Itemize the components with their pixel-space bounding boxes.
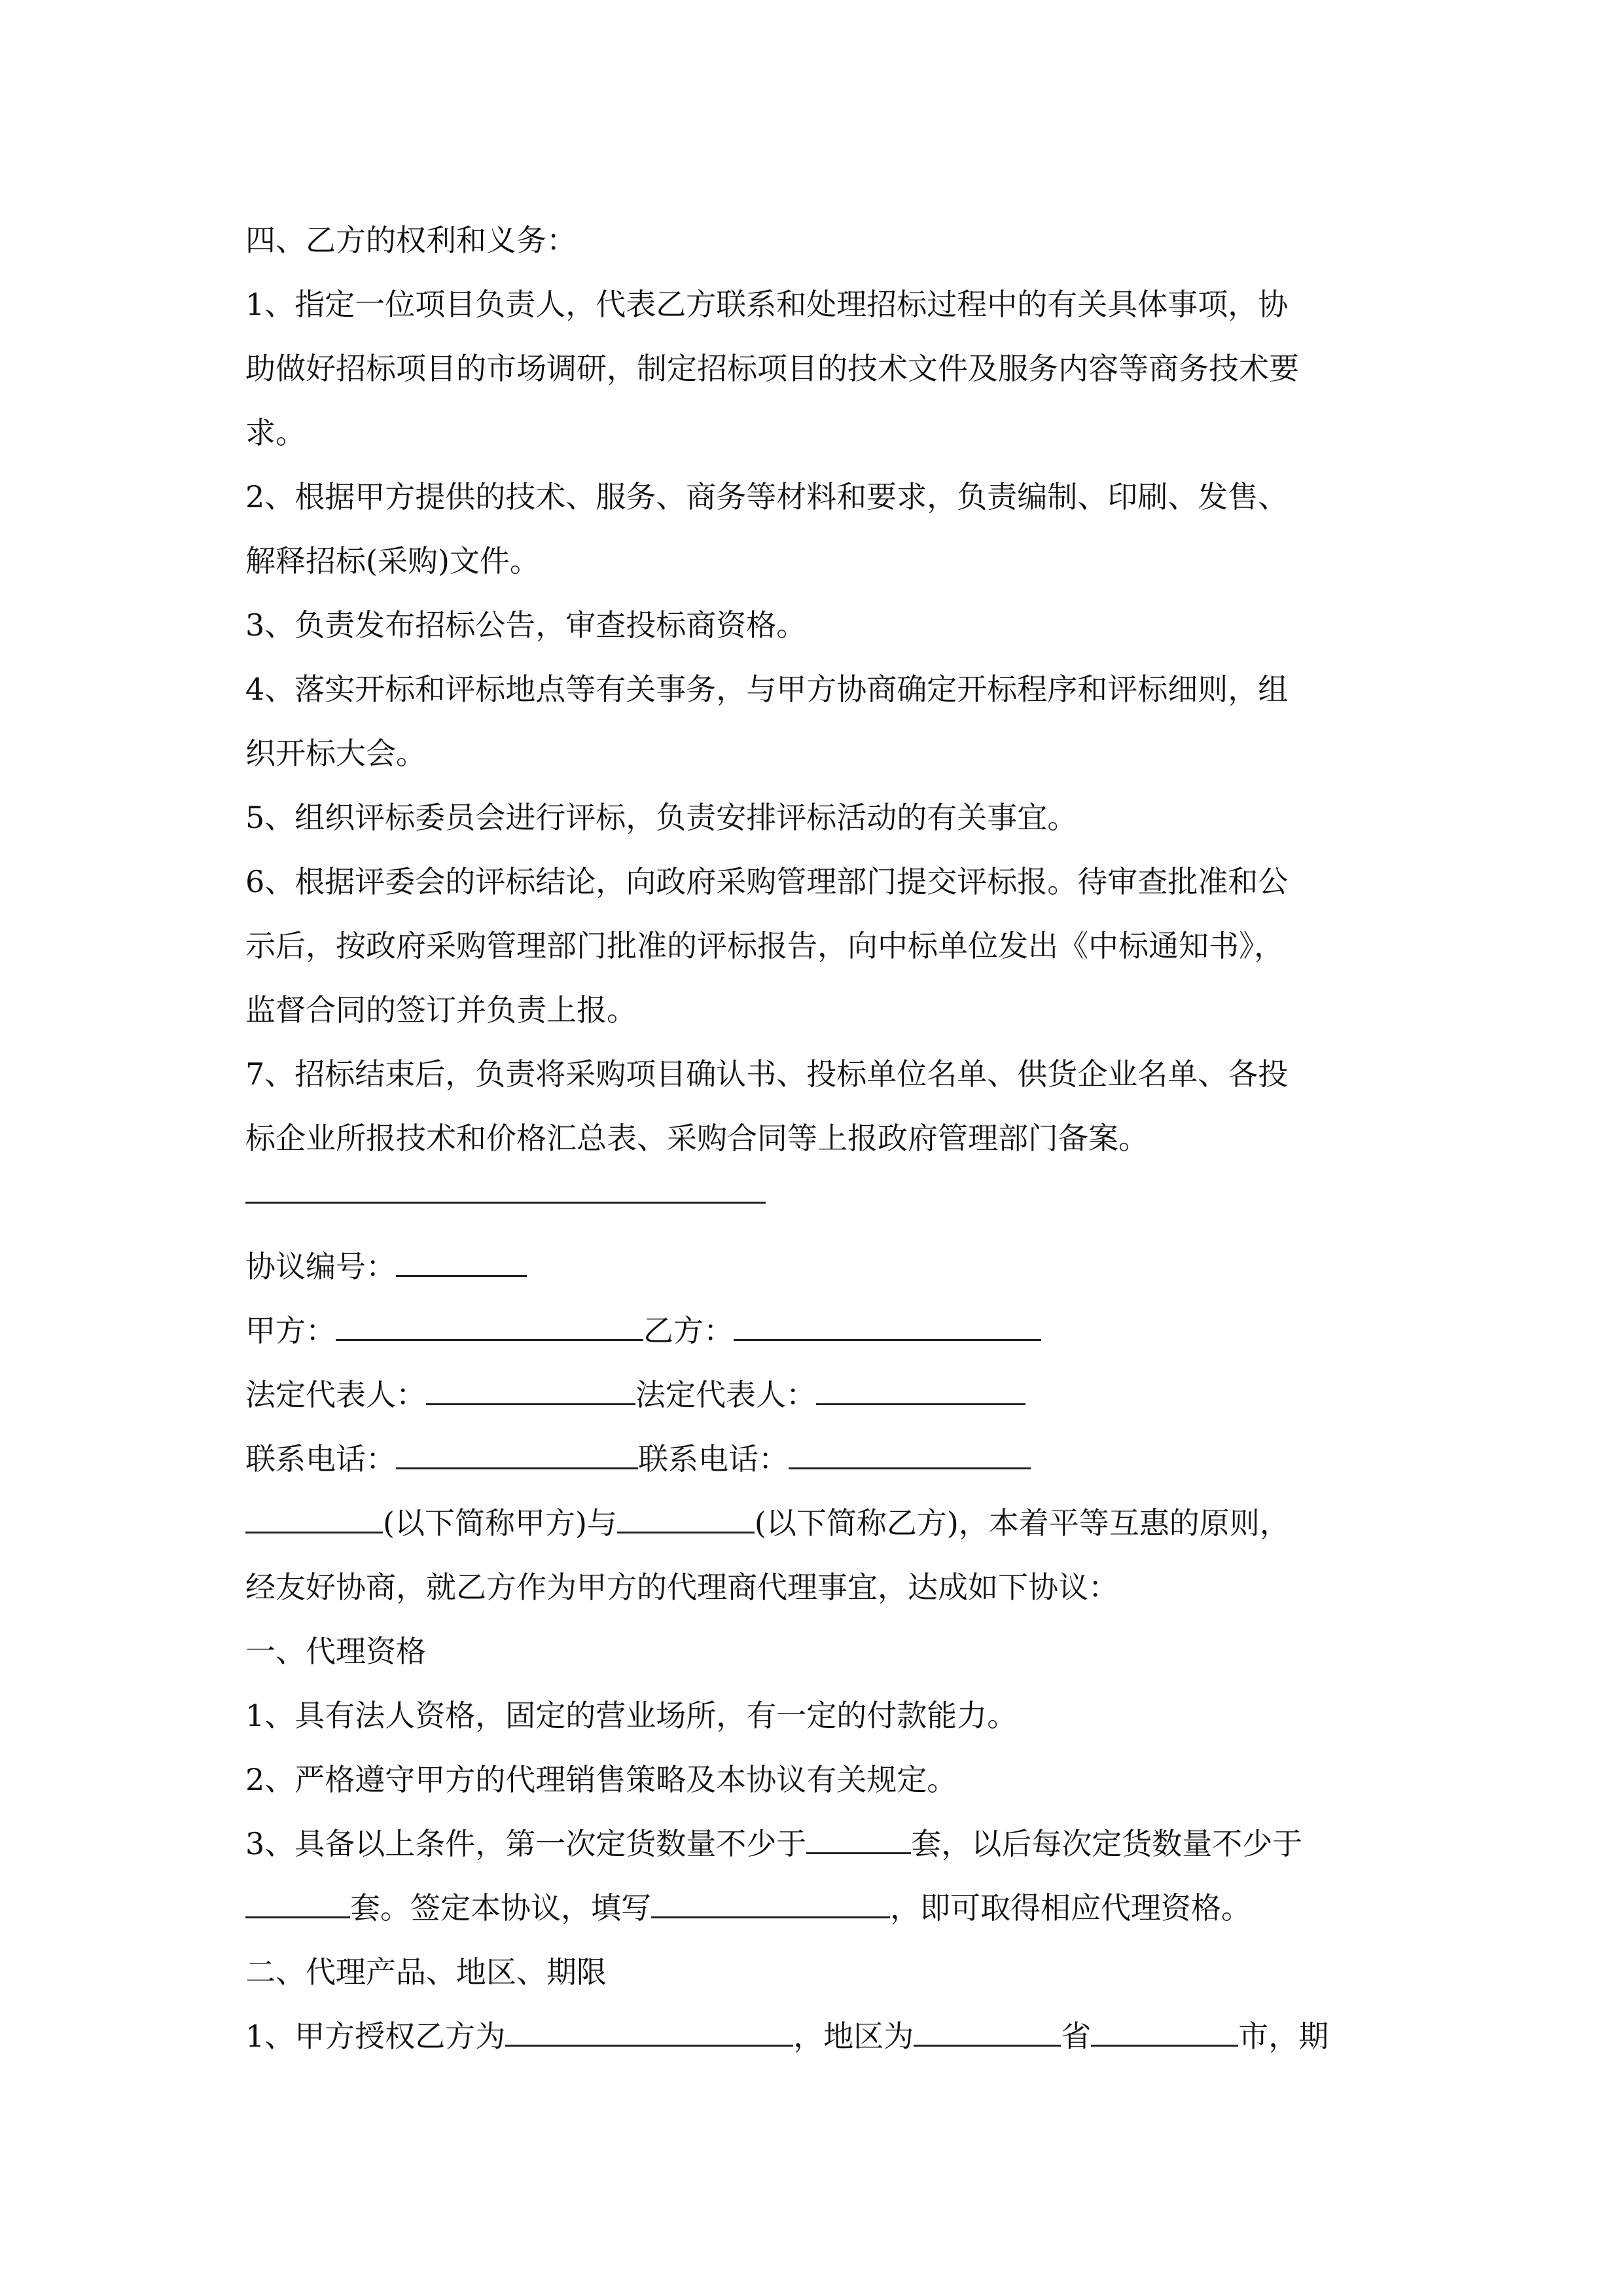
clause-text: 1、甲方授权乙方为 xyxy=(245,2018,506,2054)
paragraph-line: 4、落实开标和评标地点等有关事务，与甲方协商确定开标程序和评标细则，组 xyxy=(245,672,1289,707)
agreement-number-label: 协议编号： xyxy=(245,1249,396,1284)
phones-row xyxy=(245,1427,1384,1491)
paragraph-line: 求。 xyxy=(245,415,306,450)
paragraph-line: 解释招标(采购)文件。 xyxy=(245,543,540,579)
phone-b-label: 联系电话： xyxy=(638,1441,789,1477)
separator-rule xyxy=(245,1170,1384,1234)
agreement-number-row xyxy=(245,1234,1384,1299)
representatives-row xyxy=(245,1363,1384,1427)
paragraph-line: 2、根据甲方提供的技术、服务、商务等材料和要求，负责编制、印刷、发售、 xyxy=(245,479,1289,514)
intro-line-2: 经友好协商，就乙方作为甲方的代理商代理事宜，达成如下协议： xyxy=(245,1570,1118,1605)
paragraph-line: 标企业所报技术和价格汇总表、采购合同等上报政府管理部门备案。 xyxy=(245,1121,1149,1156)
clause-line xyxy=(245,2004,1384,2068)
clause-line xyxy=(245,1876,1384,1940)
clause-text: 省 xyxy=(1061,2018,1092,2054)
clause-line: 1、具有法人资格，固定的营业场所，有一定的付款能力。 xyxy=(245,1698,1018,1733)
party-b-label: 乙方： xyxy=(643,1313,734,1348)
intro-text: (以下简称乙方)，本着平等互惠的原则， xyxy=(754,1505,1290,1541)
section-heading: 四、乙方的权利和义务： xyxy=(245,223,577,258)
agreement-number-blank[interactable] xyxy=(396,1249,527,1277)
party-a-name-blank[interactable] xyxy=(245,1505,383,1534)
clause-text: 套，以后每次定货数量不少于 xyxy=(911,1826,1303,1861)
party-a-blank[interactable] xyxy=(336,1313,643,1341)
paragraph-line: 5、组织评标委员会进行评标，负责安排评标活动的有关事宜。 xyxy=(245,800,1078,835)
paragraph-line: 7、招标结束后，负责将采购项目确认书、投标单位名单、供货企业名单、各投 xyxy=(245,1056,1289,1092)
paragraph-line: 监督合同的签订并负责上报。 xyxy=(245,992,637,1028)
clause-line: 2、严格遵守甲方的代理销售策略及本协议有关规定。 xyxy=(245,1762,957,1797)
rep-a-label: 法定代表人： xyxy=(245,1377,426,1412)
paragraph-line: 助做好招标项目的市场调研，制定招标项目的技术文件及服务内容等商务技术要 xyxy=(245,351,1299,386)
rep-a-blank[interactable] xyxy=(426,1377,635,1405)
city-blank[interactable] xyxy=(1091,2018,1238,2047)
document-page xyxy=(245,208,1384,2068)
form-name-blank[interactable] xyxy=(651,1890,890,1918)
paragraph-line: 3、负责发布招标公告，审查投标商资格。 xyxy=(245,607,807,643)
clause-text: ，地区为 xyxy=(793,2018,914,2054)
phone-a-blank[interactable] xyxy=(396,1441,638,1469)
clause-text: 市，期 xyxy=(1238,2018,1329,2054)
province-blank[interactable] xyxy=(914,2018,1061,2047)
first-order-qty-blank[interactable] xyxy=(806,1826,911,1854)
phone-b-blank[interactable] xyxy=(789,1441,1031,1469)
section-heading: 二、代理产品、地区、期限 xyxy=(245,1954,607,1990)
rep-b-blank[interactable] xyxy=(816,1377,1026,1405)
section-heading: 一、代理资格 xyxy=(245,1634,426,1669)
paragraph-line: 6、根据评委会的评标结论，向政府采购管理部门提交评标报。待审查批准和公 xyxy=(245,864,1289,899)
paragraph-line: 示后，按政府采购管理部门批准的评标报告，向中标单位发出《中标通知书》， xyxy=(245,928,1284,963)
rep-b-label: 法定代表人： xyxy=(635,1377,816,1412)
party-a-label: 甲方： xyxy=(245,1313,336,1348)
parties-row xyxy=(245,1299,1384,1363)
agent-type-blank[interactable] xyxy=(505,2018,793,2047)
phone-a-label: 联系电话： xyxy=(245,1441,396,1477)
paragraph-line: 1、指定一位项目负责人，代表乙方联系和处理招标过程中的有关具体事项，协 xyxy=(245,287,1289,322)
intro-line-1 xyxy=(245,1491,1384,1555)
clause-text: 套。签定本协议，填写 xyxy=(350,1890,651,1926)
subsequent-order-qty-blank[interactable] xyxy=(245,1890,350,1918)
party-b-blank[interactable] xyxy=(734,1313,1041,1341)
intro-text: (以下简称甲方)与 xyxy=(383,1505,617,1541)
party-b-name-blank[interactable] xyxy=(617,1505,755,1534)
clause-text: ，即可取得相应代理资格。 xyxy=(890,1890,1251,1926)
clause-line xyxy=(245,1812,1384,1876)
clause-text: 3、具备以上条件，第一次定货数量不少于 xyxy=(245,1826,807,1861)
paragraph-line: 织开标大会。 xyxy=(245,736,426,771)
